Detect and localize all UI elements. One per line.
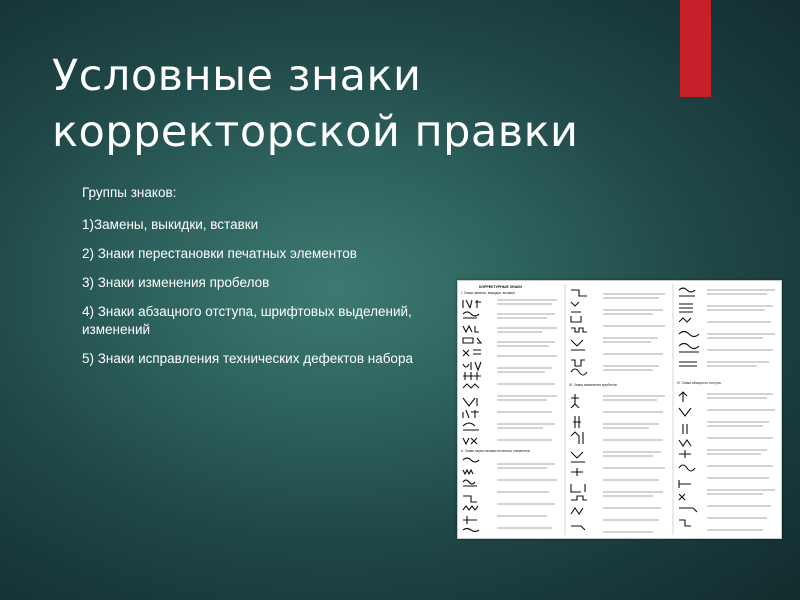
group-item-5: 5) Знаки исправления технических дефектов набора bbox=[82, 351, 413, 366]
group-item-3: 3) Знаки изменения пробелов bbox=[82, 275, 270, 290]
figure-section-3: III. Знаки изменения пробелов bbox=[569, 383, 617, 387]
groups-heading: Группы знаков: bbox=[82, 185, 177, 200]
proofreading-marks-illustration bbox=[457, 280, 782, 539]
figure-section-1: I. Знаки замены, выкидки, вставки bbox=[461, 291, 515, 295]
title-line-1: Условные знаки bbox=[52, 51, 422, 101]
figure-section-4: IV. Знаки абзацного отступа bbox=[677, 381, 721, 385]
accent-bar bbox=[680, 0, 711, 97]
proofreading-marks-chart-image bbox=[457, 280, 782, 539]
figure-section-2: II. Знаки перестановки печатных элементов bbox=[461, 449, 530, 453]
title-line-2: корректорской правки bbox=[52, 107, 579, 157]
group-item-4: 4) Знаки абзацного отступа, шрифтовых выделений, изменений bbox=[82, 304, 412, 337]
group-item-2: 2) Знаки перестановки печатных элементов bbox=[82, 246, 357, 261]
slide-title bbox=[52, 48, 652, 160]
group-item-1: 1)Замены, выкидки, вставки bbox=[82, 217, 259, 232]
figure-header: КОРРЕКТУРНЫЕ ЗНАКИ bbox=[479, 285, 523, 289]
slide-content bbox=[82, 184, 502, 379]
